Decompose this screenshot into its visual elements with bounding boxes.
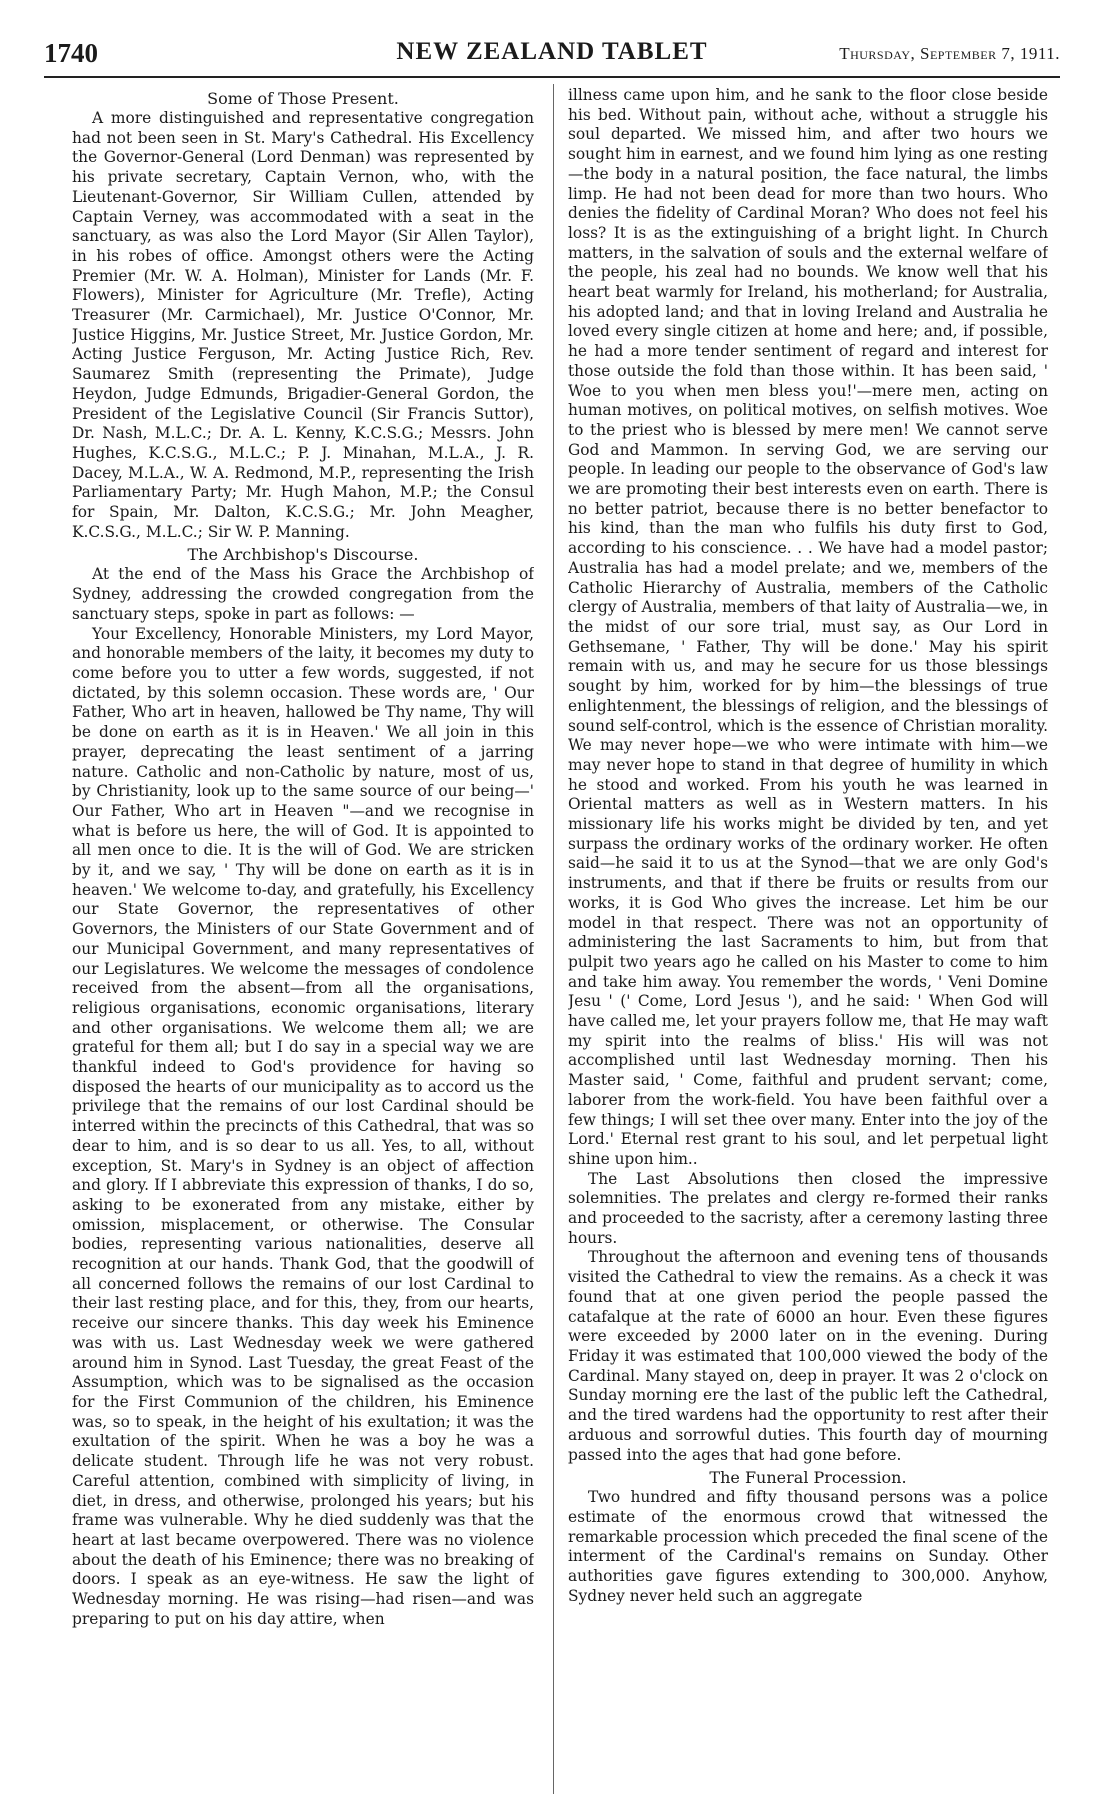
masthead-rule <box>44 76 1060 78</box>
paragraph-speech-continued: illness came upon him, and he sank to the floor close beside his bed. Without pain, without ache, without a struggle his soul departed. We missed him, and after two hours we sought him in earnest, and we found him lying as one resting—the body in a natural position, the face natural, the limbs limp. He had not been dead for more than two hours. Who denies the fidelity of Cardinal Moran? Who does not feel his loss? It is as the extinguishing of a bright light. In Church matters, in the salvation of souls and the external welfare of the people, his zeal had no bounds. We know well that his heart beat warmly for Ireland, his motherland; for Australia, his adopted land; and that in loving Ireland and Australia he loved every single citizen at home and here; and, if possible, he had a more tender sentiment of regard and interest for those outside the fold than those within. It has been said, ' Woe to you when men bless you!'—mere men, acting on human motives, on political motives, on selfish motives. Woe to the priest who is blessed by mere men! We cannot serve God and Mammon. In serving God, we are serving our people. In leading our people to the observance of God's law we are promoting their best interests even on earth. There is no better patriot, because there is no better benefactor to his kind, than the man who fulfils his duty first to God, according to his conscience. . . We have had a model pastor; Australia has had a model prelate; and we, members of the Catholic Hierarchy of Australia, members of the Catholic clergy of Australia, members of that laity of Australia—we, in the midst of our sore trial, must say, as Our Lord in Gethsemane, ' Father, Thy will be done.' May his spirit remain with us, and may he secure for us those blessings sought by him, worked for by him—the blessings of true enlightenment, the blessings of religion, and the blessings of sound self-control, which is the essence of Christian morality. We may never hope—we who were intimate with him—we may never hope to stand in that degree of humility in which he stood and worked. From his youth he was learned in Oriental matters as well as in Western matters. In his missionary life his works might be divided by ten, and yet surpass the ordinary works of the ordinary worker. He often said—he said it to us at the Synod—that we are only God's instruments, and that if there be fruits or results from our works, it is God Who gives the increase. Let him be our model in that respect. There was not an opportunity of administering the last Sacraments to him, but from that pulpit two years ago he called on his Master to come to him and take him away. You remember the words, ' Veni Domine Jesu ' (' Come, Lord Jesus '), and he said: ' When God will have called me, let your prayers follow me, that He may waft my spirit into the realms of bliss.' His will was not accomplished until last Wednesday morning. Then his Master said, ' Come, faithful and prudent servant; come, laborer from the work-field. You have been faithful over a few things; I will set thee over many. Enter into the joy of the Lord.' Eternal rest grant to his soul, and let perpetual light shine upon him.. <box>568 86 1048 1168</box>
paragraph-procession: Two hundred and fifty thousand persons was a police estimate of the enormous crowd that witnessed the remarkable procession which preceded the final scene of the interment of the Cardinal's remains on Sunday. Other authorities gave figures extending to 300,000. Anyhow, Sydney never held such an aggregate <box>568 1488 1048 1605</box>
paragraph-discourse-intro: At the end of the Mass his Grace the Archbishop of Sydney, addressing the crowded congregation from the sanctuary steps, spoke in part as follows: — <box>72 565 534 623</box>
right-column <box>568 86 1048 1796</box>
section-heading-discourse: The Archbishop's Discourse. <box>187 545 419 565</box>
masthead <box>44 36 1060 76</box>
section-heading-procession: The Funeral Procession. <box>709 1468 907 1488</box>
page-number: 1740 <box>44 38 98 68</box>
paragraph-absolutions: The Last Absolutions then closed the impressive solemnities. The prelates and clergy re-formed their ranks and proceeded to the sacristy, after a ceremony lasting three hours. <box>568 1169 1048 1247</box>
paragraph-present: A more distinguished and representative congregation had not been seen in St. Mary's Cathedral. His Excellency the Governor-General (Lord Denman) was represented by his private secretary, Captain Vernon, who, with the Lieutenant-Governor, Sir William Cullen, attended by Captain Verney, was accommodated with a seat in the sanctuary, as was also the Lord Mayor (Sir Allen Taylor), in his robes of office. Amongst others were the Acting Premier (Mr. W. A. Holman), Minister for Lands (Mr. F. Flowers), Minister for Agriculture (Mr. Trefle), Acting Treasurer (Mr. Carmichael), Mr. Justice O'Connor, Mr. Justice Higgins, Mr. Justice Street, Mr. Justice Gordon, Mr. Acting Justice Ferguson, Mr. Acting Justice Rich, Rev. Saumarez Smith (representing the Primate), Judge Heydon, Judge Edmunds, Brigadier-General Gordon, the President of the Legislative Council (Sir Francis Suttor), Dr. Nash, M.L.C.; Dr. A. L. Kenny, K.C.S.G.; Messrs. John Hughes, K.C.S.G., M.L.C.; P. J. Minahan, M.L.A., J. R. Dacey, M.L.A., W. A. Redmond, M.P., representing the Irish Parliamentary Party; Mr. Hugh Mahon, M.P.; the Consul for Spain, Mr. Dalton, K.C.S.G.; Mr. John Meagher, K.C.S.G., M.L.C.; Sir W. P. Manning. <box>72 109 534 541</box>
paragraph-visitors: Throughout the afternoon and evening tens of thousands visited the Cathedral to view the remains. As a check it was found that at one given period the people passed the catafalque at the rate of 6000 an hour. Even these figures were exceeded by 2000 later on in the evening. During Friday it was estimated that 100,000 viewed the body of the Cardinal. Many stayed on, deep in prayer. It was 2 o'clock on Sunday morning ere the last of the public left the Cathedral, and the tired wardens had the opportunity to rest after their arduous and sorrowful duties. This fourth day of mourning passed into the ages that had gone before. <box>568 1248 1048 1464</box>
left-column <box>72 86 534 1796</box>
paragraph-discourse-speech: Your Excellency, Honorable Ministers, my Lord Mayor, and honorable members of the laity, it becomes my duty to come before you to utter a few words, suggested, if not dictated, by this solemn occasion. These words are, ' Our Father, Who art in heaven, hallowed be Thy name, Thy will be done on earth as it is in Heaven.' We all join in this prayer, deprecating the least sentiment of a jarring nature. Catholic and non-Catholic by nature, most of us, by Christianity, look up to the same source of our being—' Our Father, Who art in Heaven "—and we recognise in what is before us here, the will of God. It is appointed to all men once to die. It is the will of God. We are stricken by it, and we say, ' Thy will be done on earth as it is in heaven.' We welcome to-day, and gratefully, his Excellency our State Governor, the representatives of other Governors, the Ministers of our State Government and of our Municipal Government, and many representatives of our Legislatures. We welcome the messages of condolence received from the absent—from all the organisations, religious organisations, economic organisations, literary and other organisations. We welcome them all; we are grateful for them all; but I do say in a special way we are thankful indeed to God's providence for having so disposed the hearts of our municipality as to accord us the privilege that the remains of our lost Cardinal should be interred within the precincts of this Cathedral, that was so dear to him, and is so dear to us all. Yes, to all, without exception, St. Mary's in Sydney is an object of affection and glory. If I abbreviate this expression of thanks, I do so, asking to be exonerated from any mistake, either by omission, misplacement, or otherwise. The Consular bodies, representing various nationalities, deserve all recognition at our hands. Thank God, that the goodwill of all concerned follows the remains of our lost Cardinal to their last resting place, and for this, they, from our hearts, receive our sincere thanks. This day week his Eminence was with us. Last Wednesday week we were gathered around him in Synod. Last Tuesday, the great Feast of the Assumption, which was to be signalised as the occasion for the First Communion of the children, his Eminence was, so to speak, in the height of his exultation; it was the exultation of the spirit. When he was a boy he was a delicate student. Through life he was not very robust. Careful attention, combined with simplicity of living, in diet, in dress, and otherwise, prolonged his years; but his frame was vulnerable. Why he died suddenly was that the heart at last became overpowered. There was no violence about the death of his Eminence; there was no breaking of doors. I speak as an eye-witness. He saw the light of Wednesday morning. He was rising—had risen—and was preparing to put on his day attire, when <box>72 624 534 1628</box>
paper-title: NEW ZEALAND TABLET <box>396 38 708 65</box>
issue-date: Thursday, September 7, 1911. <box>839 44 1060 63</box>
section-heading-present: Some of Those Present. <box>207 89 399 108</box>
column-divider <box>553 84 554 1794</box>
